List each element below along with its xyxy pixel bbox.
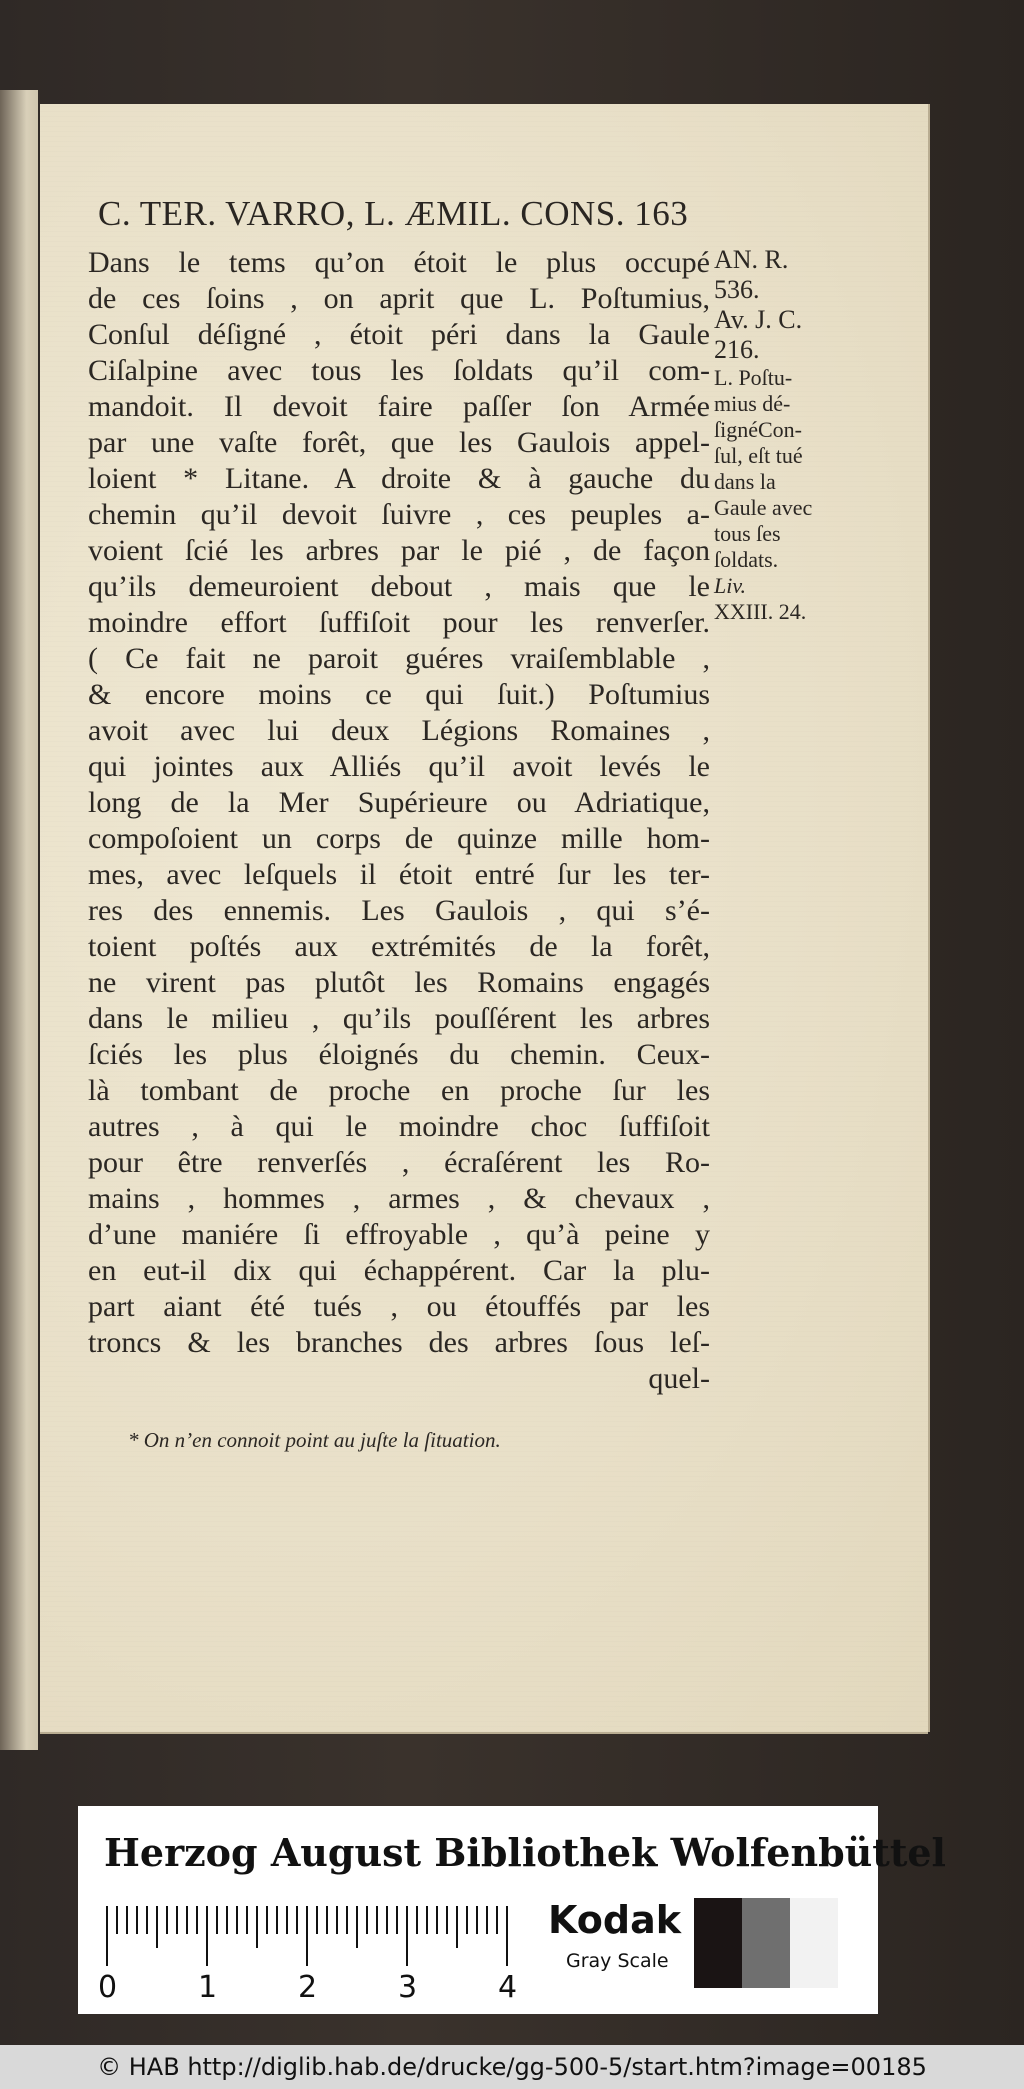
margin-note-line: AN. R. <box>714 245 789 274</box>
ruler-tick <box>426 1906 428 1934</box>
text-line: part aiant été tués , ou étouffés par les <box>88 1290 710 1323</box>
margin-note-line: tous ſes <box>714 521 781 546</box>
footnote: * On n’en connoit point au juſte la ſituation. <box>128 1428 501 1452</box>
text-line: ( Ce fait ne paroit guéres vraiſemblable , <box>88 642 710 675</box>
text-line: loient * Litane. A droite & à gauche du <box>88 462 710 495</box>
margin-note-line: XXIII. 24. <box>714 599 807 624</box>
margin-note-line: ſignéCon- <box>714 417 802 442</box>
text-line: Ciſalpine avec tous les ſoldats qu’il com- <box>88 354 710 387</box>
ruler-tick <box>506 1906 508 1966</box>
ruler-number: 0 <box>98 1970 118 2005</box>
ruler-tick <box>406 1906 408 1966</box>
ruler-number: 3 <box>398 1970 418 2005</box>
ruler-tick <box>436 1906 438 1934</box>
ruler-tick <box>226 1906 228 1934</box>
text-line: avoit avec lui deux Légions Romaines , <box>88 714 710 747</box>
ruler-tick <box>446 1906 448 1934</box>
ruler-tick <box>386 1906 388 1934</box>
ruler-tick <box>216 1906 218 1934</box>
margin-note-line: 536. <box>714 275 760 304</box>
text-line: mes, avec leſquels il étoit entré ſur les ter- <box>88 858 710 891</box>
text-line: moindre effort ſuffiſoit pour les renverſer. <box>88 606 710 639</box>
text-line: là tombant de proche en proche ſur les <box>88 1074 710 1107</box>
ruler-tick <box>146 1906 148 1934</box>
text-line: toient poſtés aux extrémités de la forêt, <box>88 930 710 963</box>
facing-page-edge <box>0 90 38 1750</box>
text-line: en eut-il dix qui échappérent. Car la plu- <box>88 1254 710 1287</box>
text-line: par une vaſte forêt, que les Gaulois appel- <box>88 426 710 459</box>
margin-note-line: mius dé- <box>714 391 791 416</box>
text-line: compoſoient un corps de quinze mille hom- <box>88 822 710 855</box>
text-line: d’une maniére ſi effroyable , qu’à peine y <box>88 1218 710 1251</box>
ruler-tick <box>306 1906 308 1966</box>
gray-swatch-mid <box>742 1898 790 1988</box>
ruler-tick <box>416 1906 418 1934</box>
text-line: qui jointes aux Alliés qu’il avoit levés le <box>88 750 710 783</box>
ruler-tick <box>296 1906 298 1934</box>
text-line: mains , hommes , armes , & chevaux , <box>88 1182 710 1215</box>
text-line: mandoit. Il devoit faire paſſer ſon Armée <box>88 390 710 423</box>
text-line: res des ennemis. Les Gaulois , qui s’é- <box>88 894 710 927</box>
text-line: dans le milieu , qu’ils pouſſérent les arbres <box>88 1002 710 1035</box>
ruler-tick <box>276 1906 278 1934</box>
copyright-footer: © HAB http://diglib.hab.de/drucke/gg-500-5/start.htm?image=00185 <box>0 2045 1024 2089</box>
ruler-tick <box>466 1906 468 1934</box>
ruler-tick <box>166 1906 168 1934</box>
color-calibration-card <box>78 1806 946 2014</box>
ruler-tick <box>126 1906 128 1934</box>
ruler-tick <box>476 1906 478 1934</box>
gray-swatch-light <box>790 1898 838 1988</box>
gray-scale-label: Gray Scale <box>566 1950 669 1972</box>
margin-note-line: dans la <box>714 469 776 494</box>
measurement-ruler <box>106 1906 526 1966</box>
text-line: Dans le tems qu’on étoit le plus occupé <box>88 246 710 279</box>
margin-note-line: L. Poſtu- <box>714 365 793 390</box>
ruler-tick <box>236 1906 238 1934</box>
text-line: quel- <box>648 1362 710 1395</box>
ruler-tick <box>176 1906 178 1934</box>
ruler-tick <box>106 1906 108 1966</box>
ruler-tick <box>266 1906 268 1934</box>
ruler-tick <box>336 1906 338 1934</box>
ruler-tick <box>206 1906 208 1966</box>
ruler-tick <box>376 1906 378 1934</box>
text-line: pour être renverſés , écraſérent les Ro- <box>88 1146 710 1179</box>
ruler-number: 2 <box>298 1970 318 2005</box>
ruler-tick <box>396 1906 398 1934</box>
margin-note-line: ſul, eſt tué <box>714 443 803 468</box>
kodak-logo: Kodak <box>548 1898 681 1942</box>
margin-note-line: Av. J. C. <box>714 305 803 334</box>
main-text-block <box>88 245 710 1397</box>
margin-note-line: ſoldats. <box>714 547 779 572</box>
text-line: voient ſcié les arbres par le pié , de façon <box>88 534 710 567</box>
ruler-tick <box>256 1906 258 1948</box>
text-line: & encore moins ce qui ſuit.) Poſtumius <box>88 678 710 711</box>
ruler-tick <box>246 1906 248 1934</box>
text-line: troncs & les branches des arbres ſous leſ- <box>88 1326 710 1359</box>
margin-note-line: Gaule avec <box>714 495 813 520</box>
text-line: chemin qu’il devoit ſuivre , ces peuples a- <box>88 498 710 531</box>
ruler-tick <box>186 1906 188 1934</box>
text-line: long de la Mer Supérieure ou Adriatique, <box>88 786 710 819</box>
ruler-tick <box>316 1906 318 1934</box>
margin-note-line: 216. <box>714 335 760 364</box>
ruler-tick <box>116 1906 118 1934</box>
ruler-tick <box>356 1906 358 1948</box>
ruler-tick <box>486 1906 488 1934</box>
text-line: autres , à qui le moindre choc ſuffiſoit <box>88 1110 710 1143</box>
text-line: ne virent pas plutôt les Romains engagés <box>88 966 710 999</box>
ruler-tick <box>156 1906 158 1948</box>
margin-notes <box>714 245 834 625</box>
ruler-tick <box>346 1906 348 1934</box>
ruler-tick <box>286 1906 288 1934</box>
gray-swatch-dark <box>694 1898 742 1988</box>
ruler-tick <box>456 1906 458 1948</box>
ruler-tick <box>366 1906 368 1934</box>
margin-note-line: Liv. <box>714 573 746 598</box>
ruler-tick <box>496 1906 498 1934</box>
text-line: de ces ſoins , on aprit que L. Poſtumius, <box>88 282 710 315</box>
ruler-number: 4 <box>498 1970 518 2005</box>
ruler-tick <box>196 1906 198 1934</box>
running-head: C. TER. VARRO, L. ÆMIL. CONS. 163 <box>98 194 689 233</box>
library-name: Herzog August Bibliothek Wolfenbüttel <box>104 1830 946 1875</box>
ruler-tick <box>136 1906 138 1934</box>
ruler-number: 1 <box>198 1970 218 2005</box>
text-line: qu’ils demeuroient debout , mais que le <box>88 570 710 603</box>
text-line: Conſul déſigné , étoit péri dans la Gaule <box>88 318 710 351</box>
ruler-tick <box>326 1906 328 1934</box>
text-line: ſciés les plus éloignés du chemin. Ceux- <box>88 1038 710 1071</box>
